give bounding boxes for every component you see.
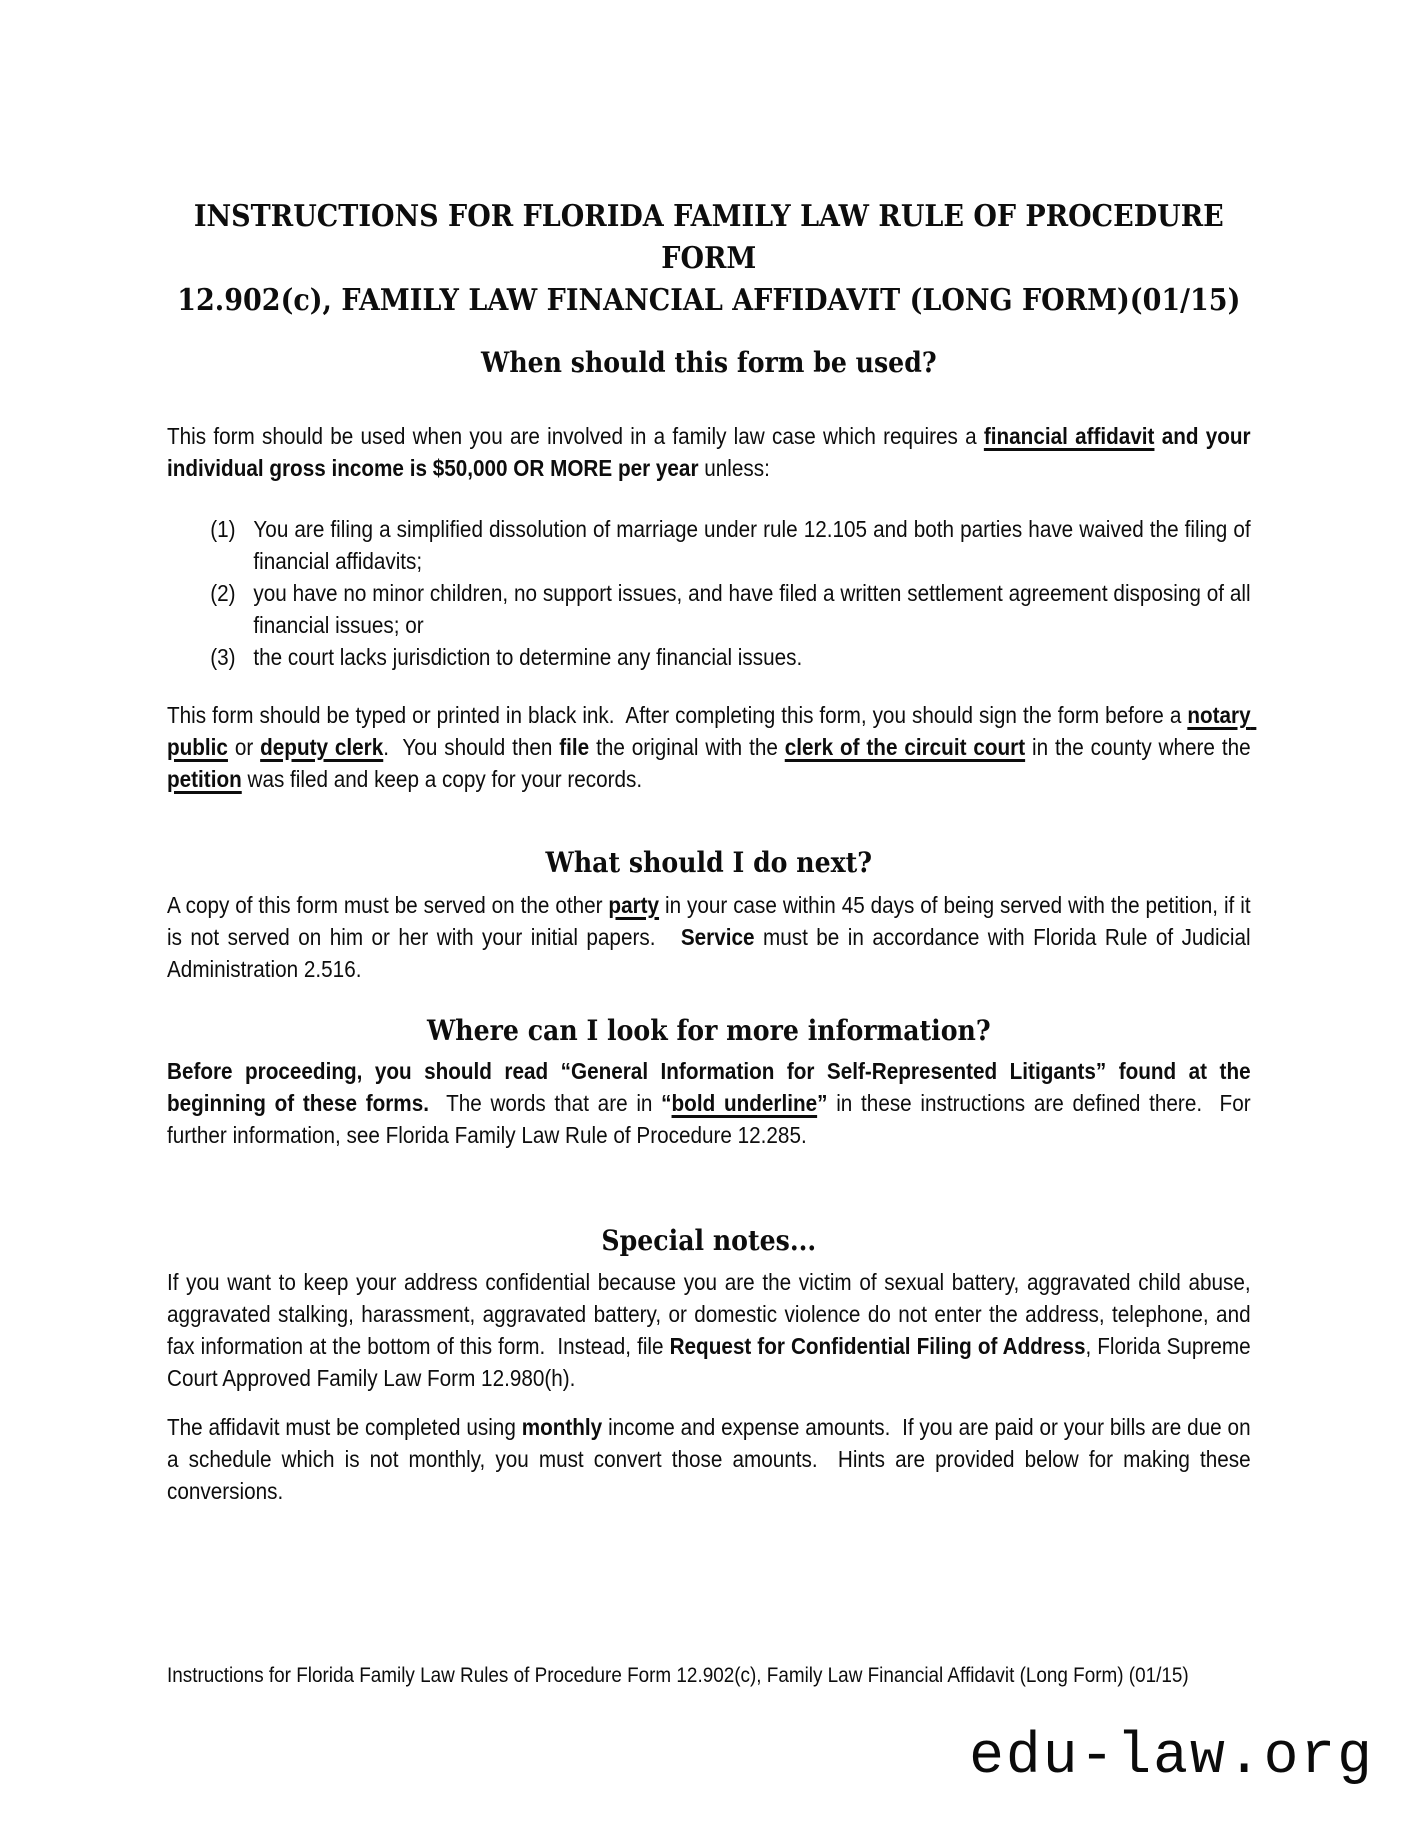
heading-when-should-form-be-used: When should this form be used? xyxy=(481,346,937,379)
list-item-1-text: You are filing a simplified dissolution of marriage under rule 12.105 and both parties have waived the filing of financial affidavits; xyxy=(253,516,1257,574)
list-item-3-text: the court lacks jurisdiction to determine any financial issues. xyxy=(253,644,803,670)
list-item-2-number: (2) xyxy=(210,580,236,606)
footer-form-reference: Instructions for Florida Family Law Rules of Procedure Form 12.902(c), Family Law Financial Affidavit (Long Form) (01/15) xyxy=(167,1664,1189,1687)
list-item-1-number: (1) xyxy=(210,516,236,542)
heading-what-should-i-do-next: What should I do next? xyxy=(545,846,873,879)
list-item-3 xyxy=(167,641,1251,673)
exceptions-list xyxy=(167,513,1257,673)
document-title xyxy=(167,196,1251,322)
paragraph-when-intro: This form should be used when you are involved in a family law case which requires a financial affidavit and your individual gross income is $50,000 OR MORE per year unless: xyxy=(167,423,1257,481)
heading-where-more-information: Where can I look for more information? xyxy=(426,1014,991,1047)
heading-special-notes: Special notes... xyxy=(601,1224,817,1257)
paragraph-special-notes-2: The affidavit must be completed using monthly income and expense amounts. If you are paid or your bills are due on a schedule which is not monthly, you must convert those amounts. Hints are provided below for making these conversions. xyxy=(167,1414,1257,1504)
list-item-2-text: you have no minor children, no support issues, and have filed a written settlement agreement disposing of all financial issues; or xyxy=(253,580,1257,638)
paragraph-what-next: A copy of this form must be served on the other party in your case within 45 days of being served with the petition, if it is not served on him or her with your initial papers. Service must be in accordance with Florida Rule of Judicial Administration 2.516. xyxy=(167,892,1257,982)
watermark-edu-law-org: edu-law.org xyxy=(969,1725,1374,1790)
document-title-line-1: INSTRUCTIONS FOR FLORIDA FAMILY LAW RULE OF PROCEDURE FORM xyxy=(193,199,1224,276)
paragraph-special-notes-1: If you want to keep your address confidential because you are the victim of sexual battery, aggravated child abuse, aggravated stalking, harassment, aggravated battery, or domestic violence do not enter the address, telephone, and fax information at the bottom of this form. Instead, file Request for Confidential Filing of Address, Florida Supreme Court Approved Family Law Form 12.980(h). xyxy=(167,1269,1257,1391)
paragraph-more-information: Before proceeding, you should read “General Information for Self-Represented Litigants” found at the beginning of these forms. The words that are in “bold underline” in these instructions are defined there. For further information, see Florida Family Law Rule of Procedure 12.285. xyxy=(167,1058,1257,1148)
document-title-line-2: 12.902(c), FAMILY LAW FINANCIAL AFFIDAVIT (LONG FORM)(01/15) xyxy=(177,283,1241,318)
paragraph-when-outro: This form should be typed or printed in black ink. After completing this form, you should sign the form before a notary public or deputy clerk. You should then file the original with the clerk of the circuit court in the county where the petition was filed and keep a copy for your records. xyxy=(167,702,1257,792)
list-item-1 xyxy=(167,513,1257,577)
list-item-3-number: (3) xyxy=(210,644,236,670)
document-content xyxy=(167,196,1257,1692)
list-item-2 xyxy=(167,577,1257,641)
